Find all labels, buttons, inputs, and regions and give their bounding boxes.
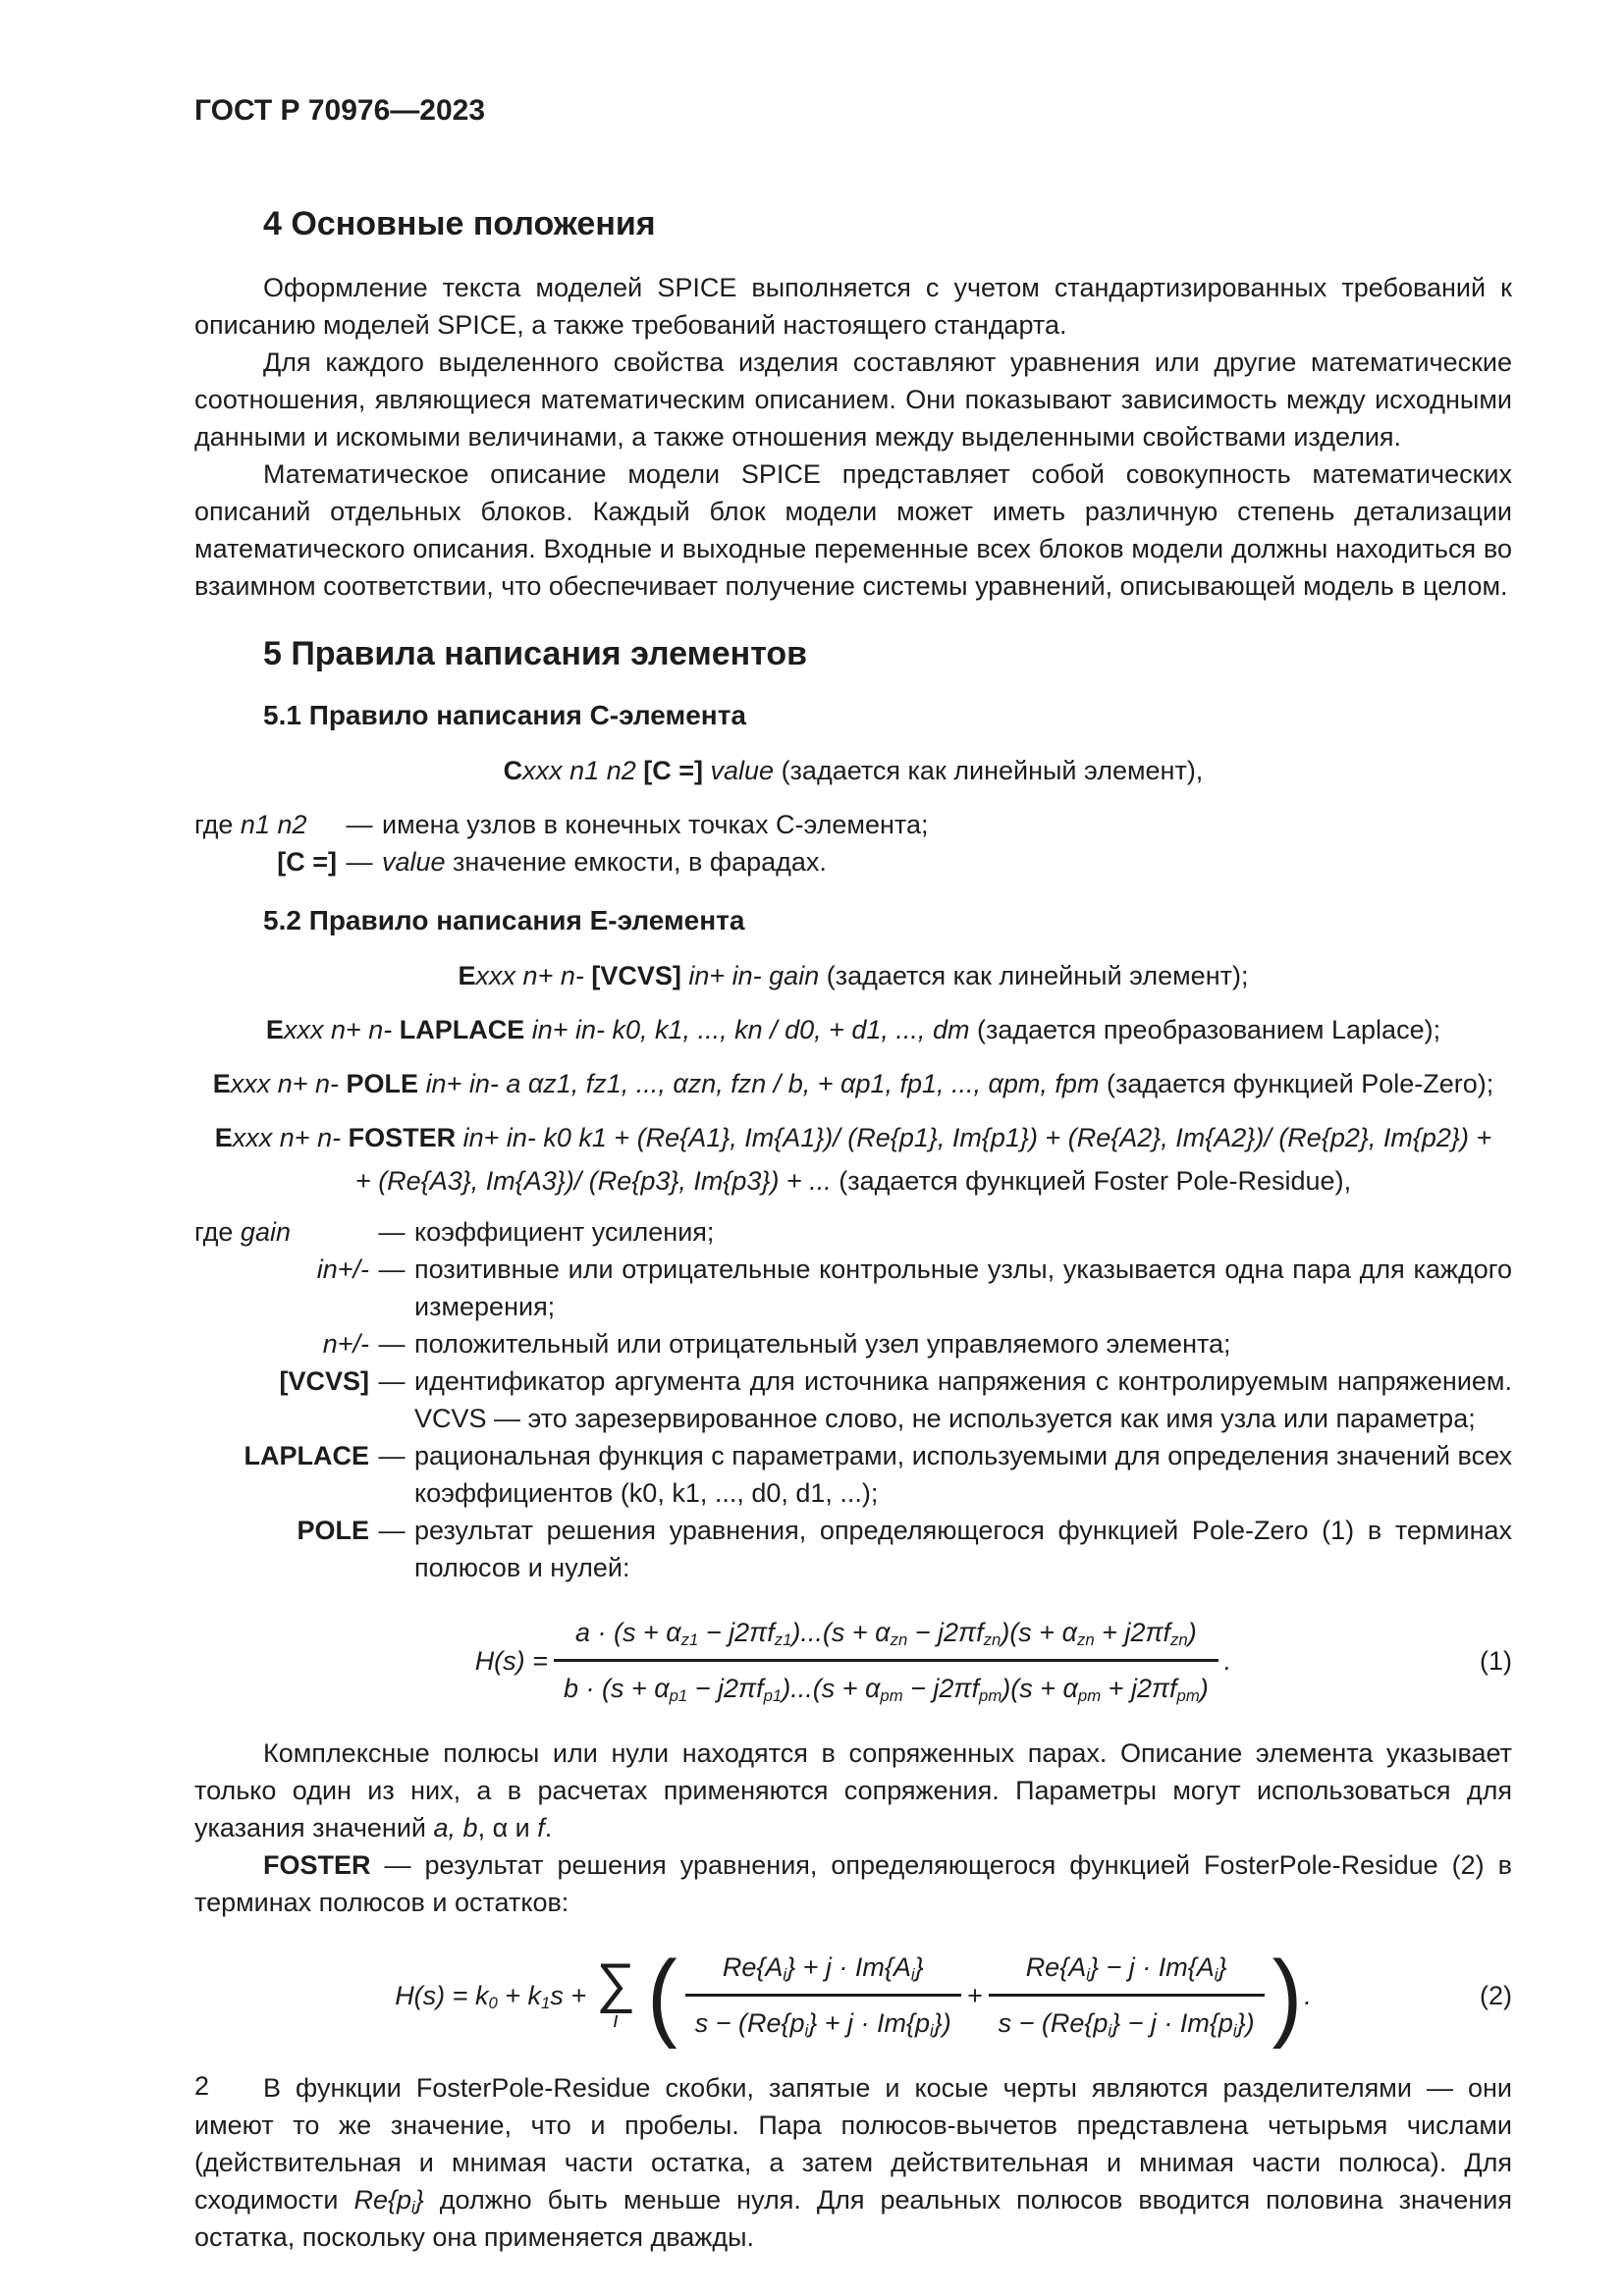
definition-dash: —: [346, 810, 373, 839]
equation-2-fraction-2: [989, 1947, 1265, 2044]
equation-2-fraction-2-denominator: $s - (Re\{p_i\} - j \cdot Im\{p_i\})$: [998, 2008, 1255, 2041]
paragraph-foster-definition: FOSTER — результат решения уравнения, определяющегося функцией FosterPole-Residue (2) в терминах полюсов и остатков:: [194, 1850, 1512, 1917]
definition-desc: коэффициент усиления;: [414, 1217, 715, 1247]
definition-row: [194, 1213, 1512, 1251]
section-4-paragraph-2: Для каждого выделенного свойства изделия составляют уравнения или другие математические соотношения, являющиеся математическим описанием. Они показывают зависимость между исходными данными и искомыми величинами, а также отношения между выделенными свойствами изделия.: [194, 347, 1512, 452]
summation-symbol: [596, 1950, 636, 2033]
definition-dash: —: [346, 847, 373, 877]
formula-e-laplace: Exxx n+ n- LAPLACE in+ in- k0, k1, ..., kn / d0, + d1, ..., dm (задается преобразованием Laplace);: [265, 1015, 1441, 1044]
definition-desc: идентификатор аргумента для источника напряжения с контролируемым напряжением. VCVS — это зарезервированное слово, не используется как имя узла или параметра;: [414, 1366, 1512, 1433]
equation-2-fraction-1-numerator: $Re\{A_i\} + j \cdot Im\{A_i\}$: [685, 1947, 961, 1997]
definition-dash: —: [378, 1441, 406, 1470]
section-5-title: 5 Правила написания элементов: [263, 635, 808, 672]
sigma-icon: ∑: [596, 1950, 636, 2013]
definition-term: [С =]: [277, 847, 337, 877]
section-4-paragraph-1: Оформление текста моделей SPICE выполняется с учетом стандартизированных требований к описанию моделей SPICE, а также требований настоящего стандарта.: [194, 273, 1512, 340]
equation-1-body: [475, 1612, 1232, 1709]
summation-index: i: [613, 2007, 619, 2033]
paragraph-conjugate-pairs: Комплексные полюсы или нули находятся в сопряженных парах. Описание элемента указывает только один из них, а в расчетах применяются сопряжения. Параметры могут использоваться для указания значений a, b, α и f.: [194, 1738, 1512, 1842]
definition-term: in+/-: [316, 1255, 369, 1284]
paragraph-foster-residue-note: В функции FosterPole-Residue скобки, запятые и косые черты являются разделителями — они имеют то же значение, что и пробелы. Пара полюсов-вычетов представлена четырьмя числами (действительная и мнимая части остатка, а затем действительная и мнимая части полюса). Для сходимости $Re\{p_i\}$ должно быть меньше нуля. Для реальных полюсов вводится половина значения остатка, поскольку она применяется дважды.: [194, 2073, 1512, 2252]
definition-row: [194, 1437, 1512, 1512]
definition-list-c: [194, 806, 1512, 881]
equation-1-lhs: H(s) =: [474, 1645, 548, 1676]
definition-desc: рациональная функция с параметрами, используемыми для определения значений всех коэффициентов (k0, k1, ..., d0, d1, ...);: [414, 1441, 1512, 1508]
equation-1-denominator: $b \cdot (s + \alpha_{p1} - j2\pi f_{p1})...(s + \alpha_{pm} - j2\pi f_{pm})(s + \alpha_{pm} + j2\pi f_{pm})$: [563, 1674, 1209, 1706]
equation-1-label: (1): [1480, 1645, 1512, 1676]
definition-desc: положительный или отрицательный узел управляемого элемента;: [414, 1329, 1231, 1359]
equation-2-fraction-1: [685, 1947, 961, 2044]
equation-2-label: (2): [1480, 1980, 1512, 2010]
definition-dash: —: [378, 1366, 406, 1396]
section-4-paragraph-3: Математическое описание модели SPICE представляет собой совокупность математических описаний отдельных блоков. Каждый блок модели может иметь различную степень детализации математического описания. Входные и выходные переменные всех блоков модели должны находиться во взаимном соответствии, что обеспечивает получение системы уравнений, описывающей модель в целом.: [194, 459, 1512, 601]
definition-row: [194, 806, 1512, 843]
equation-2: [194, 1941, 1512, 2050]
section-4-title: 4 Основные положения: [263, 205, 656, 242]
equation-2-fraction-1-denominator: $s - (Re\{p_i\} + j \cdot Im\{p_i\})$: [694, 2008, 951, 2041]
definition-row: [194, 1512, 1512, 1586]
definition-dash: —: [378, 1329, 406, 1359]
document-code-header: ГОСТ Р 70976—2023: [194, 94, 486, 127]
definition-desc: имена узлов в конечных точках С-элемента;: [382, 810, 929, 839]
definition-term: где n1 n2: [194, 810, 307, 839]
definition-desc: результат решения уравнения, определяющегося функцией Pole-Zero (1) в терминах полюсов и нулей:: [414, 1516, 1512, 1582]
subsection-5-2-title: 5.2 Правило написания Е-элемента: [263, 905, 745, 935]
definition-term: где gain: [194, 1217, 291, 1247]
page-number: 2: [194, 2071, 210, 2101]
definition-list-e: [194, 1213, 1512, 1586]
subsection-5-1-title: 5.1 Правило написания С-элемента: [263, 700, 746, 730]
definition-term: POLE: [297, 1516, 369, 1545]
formula-c-element: Cxxx n1 n2 [С =] value (задается как линейный элемент),: [503, 756, 1204, 785]
formula-e-foster-line-1: Exxx n+ n- FOSTER in+ in- k0 k1 + (Re{A1}, Im{A1})/ (Re{p1}, Im{p1}) + (Re{A2}, Im{A2})/ (Re{p2}, Im{p2}) +: [214, 1123, 1492, 1152]
plus-sign: +: [966, 1980, 983, 2010]
formula-e-vcvs: Exxx n+ n- [VCVS] in+ in- gain (задается как линейный элемент);: [458, 961, 1249, 990]
equation-2-body: $H(s) = k_0 + k_1s$ + ∑ i ( $\frac{Re\{A_i\} + j \cdot Im\{A_i\}}{s - (Re\{p_i\} + j \cdot Im\{p_i\})}$ + $\frac{Re\{A_i\} - j \cdot Im\{A_i\}}{s - (Re\{p_i\} - j \cdot Im\{p_i\})}$ ) .: [395, 1941, 1312, 2050]
equation-2-lhs: $H(s) = k_0 + k_1s$ +: [395, 1980, 587, 2012]
equation-1-numerator: $a \cdot (s + \alpha_{z1} - j2\pi f_{z1})...(s + \alpha_{zn} - j2\pi f_{zn})(s + \alpha_{zn} + j2\pi f_{zn})$: [554, 1612, 1218, 1662]
formula-e-pole: Exxx n+ n- POLE in+ in- a αz1, fz1, ..., αzn, fzn / b, + αp1, fp1, ..., αpm, fpm (задается функцией Pole-Zero);: [212, 1069, 1494, 1098]
definition-term: [VCVS]: [279, 1366, 369, 1396]
definition-desc: позитивные или отрицательные контрольные узлы, указывается одна пара для каждого измерения;: [414, 1255, 1512, 1321]
equation-2-fraction-2-numerator: $Re\{A_i\} - j \cdot Im\{A_i\}$: [989, 1947, 1265, 1997]
definition-desc: value значение емкости, в фарадах.: [382, 847, 827, 877]
equation-2-period: .: [1304, 1980, 1312, 2010]
definition-dash: —: [378, 1217, 406, 1247]
equation-1-period: .: [1223, 1645, 1232, 1676]
definition-dash: —: [378, 1255, 406, 1284]
definition-dash: —: [378, 1516, 406, 1545]
equation-1-fraction: [554, 1612, 1218, 1709]
definition-row: [194, 843, 1512, 881]
equation-1: [194, 1612, 1512, 1709]
definition-row: [194, 1251, 1512, 1325]
definition-term: n+/-: [322, 1329, 369, 1359]
definition-row: [194, 1362, 1512, 1437]
definition-row: [194, 1325, 1512, 1362]
definition-term: LAPLACE: [244, 1441, 369, 1470]
formula-e-foster-line-2: + (Re{A3}, Im{A3})/ (Re{p3}, Im{p3}) + ... (задается функцией Foster Pole-Residue),: [354, 1166, 1352, 1196]
